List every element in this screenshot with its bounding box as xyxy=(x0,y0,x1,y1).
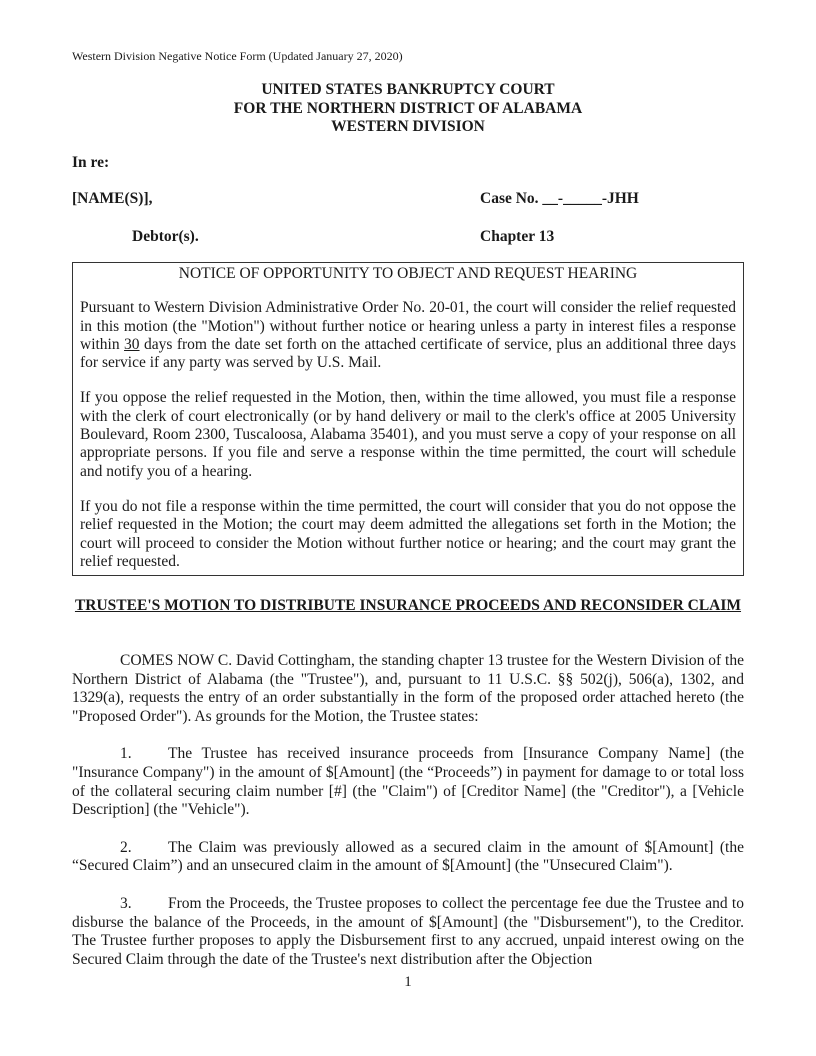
case-number: Case No. __-_____-JHH xyxy=(480,190,639,207)
motion-paragraph: 2. The Claim was previously allowed as a secured claim in the amount of $[Amount] (the “Secured Claim”) and an unsecured claim in the amount of $[Amount] (the "Unsecured Claim"). xyxy=(72,838,744,875)
motion-title: TRUSTEE'S MOTION TO DISTRIBUTE INSURANCE PROCEEDS AND RECONSIDER CLAIM xyxy=(74,597,742,614)
chapter-label: Chapter 13 xyxy=(480,228,555,245)
motion-paragraph: 1. The Trustee has received insurance proceeds from [Insurance Company Name] (the "Insurance Company") in the amount of $[Amount] (the “Proceeds”) in payment for damage to or total loss of the collateral securing claim number [#] (the "Claim") of [Creditor Name] (the "Creditor"), a [Vehicle Description] (the "Vehicle"). xyxy=(72,745,744,819)
form-header-note: Western Division Negative Notice Form (Updated January 27, 2020) xyxy=(72,49,403,63)
motion-body xyxy=(72,652,744,988)
debtors-label: Debtor(s). xyxy=(132,228,199,245)
court-district: FOR THE NORTHERN DISTRICT OF ALABAMA xyxy=(233,99,583,117)
page-number: 1 xyxy=(404,974,412,990)
notice-box xyxy=(72,262,744,576)
court-name: UNITED STATES BANKRUPTCY COURT xyxy=(261,81,555,98)
notice-paragraph-3: If you do not file a response within the time permitted, the court will consider that you do not oppose the relief requested in the Motion; the court may deem admitted the allegations set forth in the Motion; the court will proceed to consider the Motion without further notice or hearing; and the court may grant the relief requested. xyxy=(80,497,736,570)
motion-intro: COMES NOW C. David Cottingham, the standing chapter 13 trustee for the Western Division of the Northern District of Alabama (the "Trustee"), and, pursuant to 11 U.S.C. §§ 502(j), 506(a), 1302, and 1329(a), requests the entry of an order substantially in the form of the proposed order attached hereto (the "Proposed Order"). As grounds for the Motion, the Trustee states: xyxy=(72,652,744,725)
debtor-names: [NAME(S)], xyxy=(72,190,153,207)
notice-paragraph-2: If you oppose the relief requested in the Motion, then, within the time allowed, you must file a response with the clerk of court electronically (or by hand delivery or mail to the clerk's office at 2005 University Boulevard, Room 2300, Tuscaloosa, Alabama 35401), and you must serve a copy of your response on all appropriate persons. If you file and serve a response within the time permitted, the court will schedule and notify you of a hearing. xyxy=(80,389,736,480)
court-heading xyxy=(72,81,744,137)
court-division: WESTERN DIVISION xyxy=(331,118,485,135)
motion-paragraph: 3. From the Proceeds, the Trustee proposes to collect the percentage fee due the Trustee and to disburse the balance of the Proceeds, in the amount of $[Amount] (the "Disbursement"), to the Creditor. The Trustee further proposes to apply the Disbursement first to any accrued, unpaid interest owing on the Secured Claim through the date of the Trustee's next distribution after the Objection xyxy=(72,894,744,968)
notice-title: NOTICE OF OPPORTUNITY TO OBJECT AND REQUEST HEARING xyxy=(178,265,638,282)
response-days: 30 xyxy=(124,335,140,353)
in-re-label: In re: xyxy=(72,154,110,171)
notice-paragraph-1: Pursuant to Western Division Administrative Order No. 20-01, the court will consider the relief requested in this motion (the "Motion") without further notice or hearing unless a party in interest files a response within 30 days from the date set forth on the attached certificate of service, plus an additional three days for service if any party was served by U.S. Mail. xyxy=(80,299,736,372)
